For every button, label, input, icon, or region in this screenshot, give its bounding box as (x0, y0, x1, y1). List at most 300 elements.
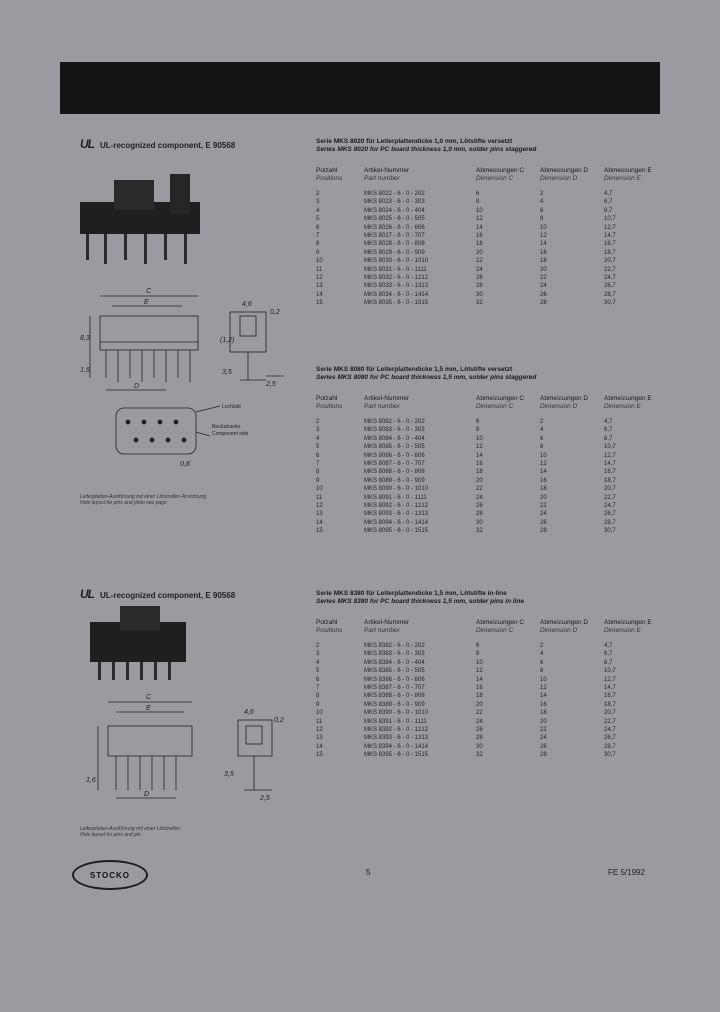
table-cell: 16 (476, 460, 483, 467)
dim-d: D (144, 791, 150, 798)
col-header: Abmessungen D (540, 395, 589, 402)
table-cell: 2 (540, 643, 544, 649)
table-cell: 12 (540, 232, 547, 239)
dim-d: D (134, 383, 140, 390)
col-header: Part number (364, 627, 400, 634)
table-cell: MKS 8395 - 6 - 0 - 1515 (364, 752, 429, 759)
table-cell: 10 (476, 207, 483, 214)
table-cell: 28 (540, 300, 547, 307)
table-cell: 18 (540, 710, 547, 717)
dim-1-6: 1,6 (80, 367, 90, 374)
table-row (316, 692, 666, 700)
table-cell: 9 (316, 477, 320, 484)
table-row (316, 751, 666, 759)
table-mks-8080 (316, 366, 666, 535)
col-header: Dimension E (604, 175, 641, 182)
table-cell: 28 (540, 528, 547, 535)
table-cell: 6 (476, 191, 480, 197)
ul-recognition-2 (80, 587, 235, 601)
col-header: Dimension D (540, 627, 578, 634)
col-header: Polzahl (316, 395, 338, 402)
table-cell: 2 (540, 419, 544, 425)
table-cell: 16 (540, 477, 547, 484)
table-cell: 8 (476, 427, 480, 434)
col-header: Dimension D (540, 175, 578, 182)
table-cell: 12 (476, 216, 483, 223)
table-cell: MKS 8394 - 6 - 0 - 1414 (364, 743, 429, 750)
table-cell: MKS 8023 - 6 - 0 - 303 (364, 199, 425, 206)
table-cell: 6 (476, 643, 480, 649)
table-cell: MKS 8383 - 6 - 0 - 303 (364, 651, 425, 658)
table-cell: 22,7 (604, 494, 616, 501)
table-cell: 6,7 (604, 651, 613, 658)
table-cell: 8,7 (604, 207, 613, 214)
col-header: Dimension C (476, 403, 514, 410)
table-row (316, 224, 666, 232)
table-row (316, 477, 666, 485)
table-cell: 10 (316, 486, 323, 493)
table-cell: 9 (316, 249, 320, 256)
table-cell: MKS 8026 - 6 - 0 - 606 (364, 224, 425, 231)
table-cell: 10 (476, 435, 483, 442)
table-cell: 20 (476, 701, 483, 708)
table-cell: 18 (476, 693, 483, 700)
table-cell: 14 (540, 241, 547, 248)
table-cell: MKS 8082 - 6 - 0 - 202 (364, 419, 425, 425)
table-cell: 11 (316, 718, 323, 725)
table-row (316, 701, 666, 709)
table-cell: 7 (316, 460, 320, 467)
table-cell: 4 (540, 427, 544, 434)
table-cell: 4 (316, 207, 320, 214)
table-title-en: Series MKS 8080 for PC board thickness 1,5 mm, solder pins staggered (316, 374, 537, 381)
table-cell: 12 (316, 274, 323, 281)
table-cell: 26 (540, 519, 547, 526)
logo-text: STOCKO (89, 870, 131, 880)
table-cell: MKS 8027 - 6 - 0 - 707 (364, 232, 425, 239)
table-cell: 4,7 (604, 643, 613, 649)
table-cell: 8 (316, 241, 320, 248)
table-cell: 26,7 (604, 283, 616, 290)
dim-3-5: 3,5 (222, 369, 232, 376)
table-title-de: Serie MKS 8080 für Leiterplattendicke 1,5 mm, Lötstifte versetzt (316, 366, 513, 373)
table-cell: 22 (476, 710, 483, 717)
table-row (316, 249, 666, 257)
table-cell: 12 (476, 444, 483, 451)
table-cell: MKS 8034 - 6 - 0 - 1414 (364, 291, 429, 298)
product-photo-8020 (74, 172, 214, 272)
label-component-side: Component side (212, 431, 249, 437)
table-row (316, 659, 666, 667)
table-cell: 14 (540, 693, 547, 700)
table-cell: 18 (540, 258, 547, 265)
table-cell: 16,7 (604, 469, 616, 476)
table-row (316, 494, 666, 502)
table-cell: 26,7 (604, 511, 616, 518)
table-cell: 16,7 (604, 693, 616, 700)
dim-c: C (146, 288, 152, 295)
table-cell: 3 (316, 427, 320, 434)
table-cell: 28 (476, 735, 483, 742)
table-cell: 20 (540, 718, 547, 725)
col-header: Positions (316, 627, 343, 634)
table-cell: 4,7 (604, 191, 613, 197)
table-row (316, 519, 666, 527)
table-body (316, 190, 666, 307)
col-header: Part number (364, 175, 400, 182)
table-row (316, 266, 666, 274)
header-banner (60, 62, 660, 114)
table-cell: MKS 8093 - 6 - 0 - 1313 (364, 511, 429, 518)
table-cell: MKS 8033 - 6 - 0 - 1313 (364, 283, 429, 290)
table-cell: 11 (316, 266, 323, 273)
col-header: Polzahl (316, 619, 338, 626)
table-cell: 4 (540, 651, 544, 658)
table-row (316, 452, 666, 460)
table-cell: 22,7 (604, 266, 616, 273)
table-header-en (316, 403, 666, 410)
table-cell: 28,7 (604, 519, 616, 526)
table-cell: 14 (476, 224, 483, 231)
table-cell: MKS 8386 - 6 - 0 - 606 (364, 676, 425, 683)
table-cell: 7 (316, 684, 320, 691)
note-line: Leiterplatten-Ausführung mit einer Lötstreifen-Anordnung (80, 494, 207, 500)
stocko-logo (72, 860, 148, 890)
table-cell: 14,7 (604, 460, 616, 467)
col-header: Abmessungen D (540, 167, 589, 174)
table-row (316, 676, 666, 684)
table-cell: 22,7 (604, 718, 616, 725)
table-cell: 26 (476, 726, 483, 733)
table-cell: MKS 8391 - 6 - 0 - 1111 (364, 718, 427, 725)
table-cell: 10 (476, 659, 483, 666)
table-cell: 9 (316, 701, 320, 708)
table-cell: 7 (316, 232, 320, 239)
col-header: Dimension D (540, 403, 578, 410)
table-row (316, 198, 666, 206)
table-row (316, 257, 666, 265)
table-cell: 18 (476, 469, 483, 476)
table-cell: 8 (476, 651, 480, 658)
col-header: Abmessungen C (476, 395, 525, 402)
table-title-de: Serie MKS 8380 für Leiterplattendicke 1,5 mm, Lötstifte in-line (316, 590, 507, 597)
table-cell: 13 (316, 283, 323, 290)
table-cell: 10,7 (604, 216, 616, 223)
table-cell: MKS 8084 - 6 - 0 - 404 (364, 435, 425, 442)
table-cell: 22 (476, 258, 483, 265)
table-cell: 16 (540, 701, 547, 708)
table-row (316, 282, 666, 290)
table-cell: MKS 8091 - 6 - 0 - 1111 (364, 494, 427, 501)
table-header-en (316, 175, 666, 182)
table-cell: 24,7 (604, 502, 616, 509)
table-cell: MKS 8382 - 6 - 0 - 202 (364, 643, 425, 649)
table-cell: 32 (476, 752, 483, 759)
table-cell: 26 (476, 502, 483, 509)
table-row (316, 684, 666, 692)
table-cell: 28 (540, 752, 547, 759)
table-cell: 24 (540, 511, 547, 518)
table-cell: 16,7 (604, 241, 616, 248)
table-cell: 6 (540, 659, 544, 666)
table-cell: 10 (540, 452, 547, 459)
table-cell: 2 (316, 419, 320, 425)
table-row (316, 743, 666, 751)
drawing-note-1 (80, 494, 206, 506)
table-cell: 18,7 (604, 249, 616, 256)
dim-2-5: 2,5 (260, 795, 270, 802)
table-cell: MKS 8028 - 6 - 0 - 808 (364, 241, 425, 248)
table-cell: 14 (316, 291, 323, 298)
table-title-de: Serie MKS 8020 für Leiterplattendicke 1,0 mm, Lötstifte versetzt (316, 138, 513, 145)
table-cell: 10 (316, 258, 323, 265)
table-cell: MKS 8392 - 6 - 0 - 1212 (364, 726, 429, 733)
table-cell: 8,7 (604, 659, 613, 666)
table-cell: 30,7 (604, 300, 616, 307)
table-row (316, 291, 666, 299)
col-header: Positions (316, 403, 343, 410)
table-cell: 28,7 (604, 291, 616, 298)
dim-e: E (146, 705, 151, 712)
table-cell: 22 (540, 274, 547, 281)
table-cell: 5 (316, 216, 320, 223)
table-cell: 4 (316, 659, 320, 666)
dim-1-6: 1,6 (86, 777, 96, 784)
table-cell: 3 (316, 199, 320, 206)
table-cell: MKS 8025 - 6 - 0 - 505 (364, 216, 425, 223)
table-row (316, 650, 666, 658)
table-cell: MKS 8385 - 6 - 0 - 505 (364, 668, 425, 675)
table-cell: 12 (316, 502, 323, 509)
table-cell: 24 (476, 266, 483, 273)
table-cell: 6,7 (604, 427, 613, 434)
table-cell: 10 (540, 224, 547, 231)
table-cell: 2 (540, 191, 544, 197)
drawing-note-2 (80, 826, 180, 838)
table-cell: 24,7 (604, 274, 616, 281)
table-cell: 8 (540, 668, 544, 675)
table-cell: 30,7 (604, 752, 616, 759)
table-title-en: Series MKS 8380 for PC board thickness 1,5 mm, solder pins in line (316, 598, 525, 605)
technical-drawing-8380 (80, 690, 300, 810)
table-cell: 10 (316, 710, 323, 717)
table-row (316, 207, 666, 215)
col-header: Positions (316, 175, 343, 182)
table-cell: 16 (476, 232, 483, 239)
table-body (316, 642, 666, 759)
table-cell: MKS 8087 - 6 - 0 - 707 (364, 460, 425, 467)
table-cell: MKS 8390 - 6 - 0 - 1010 (364, 710, 429, 717)
table-cell: 5 (316, 668, 320, 675)
label-lochbild: Lochbild (222, 404, 241, 410)
table-cell: 14 (476, 676, 483, 683)
table-cell: 14 (316, 519, 323, 526)
table-cell: MKS 8024 - 6 - 0 - 404 (364, 207, 425, 214)
table-cell: 18,7 (604, 701, 616, 708)
technical-drawing-8020 (70, 282, 300, 512)
table-cell: 20,7 (604, 710, 616, 717)
table-cell: 6 (316, 224, 320, 231)
table-cell: 6,7 (604, 199, 613, 206)
page-number: 5 (366, 868, 371, 877)
table-cell: 8,7 (604, 435, 613, 442)
table-header-de (316, 395, 666, 402)
table-row (316, 510, 666, 518)
table-cell: 14 (476, 452, 483, 459)
table-cell: 6 (316, 676, 320, 683)
table-cell: 13 (316, 511, 323, 518)
table-cell: 8 (540, 216, 544, 223)
table-cell: 14,7 (604, 684, 616, 691)
table-header-en (316, 627, 666, 634)
table-cell: 10 (540, 676, 547, 683)
dim-1-2: (1,2) (220, 337, 235, 344)
ul-recognition-1 (80, 137, 235, 151)
note-line: Hole layout for pins and pinto see page (80, 500, 167, 506)
table-cell: 24 (540, 283, 547, 290)
table-row (316, 215, 666, 223)
col-header: Dimension E (604, 403, 641, 410)
dim-3-5: 3,5 (224, 771, 234, 778)
table-cell: 22 (540, 726, 547, 733)
table-cell: 15 (316, 528, 323, 535)
table-cell: MKS 8032 - 6 - 0 - 1212 (364, 274, 429, 281)
table-cell: MKS 8029 - 6 - 0 - 909 (364, 249, 425, 256)
table-cell: 14 (540, 469, 547, 476)
table-cell: 26 (540, 743, 547, 750)
dim-4-6: 4,6 (242, 301, 252, 308)
table-cell: MKS 8388 - 6 - 0 - 808 (364, 693, 425, 700)
table-header-de (316, 167, 666, 174)
col-header: Abmessungen D (540, 619, 589, 626)
table-cell: 4 (540, 199, 544, 206)
table-cell: 3 (316, 651, 320, 658)
table-cell: 6 (316, 452, 320, 459)
table-cell: 12,7 (604, 452, 616, 459)
table-row (316, 299, 666, 307)
dim-c: C (146, 694, 152, 701)
col-header: Artikel-Nummer (364, 167, 410, 174)
col-header: Dimension C (476, 627, 514, 634)
table-cell: 8 (316, 469, 320, 476)
table-cell: 12 (316, 726, 323, 733)
table-cell: 13 (316, 735, 323, 742)
ul-logo-icon: UL (80, 587, 94, 601)
table-cell: 15 (316, 752, 323, 759)
table-cell: MKS 8387 - 6 - 0 - 707 (364, 684, 425, 691)
dim-0-8: 0,8 (180, 461, 190, 468)
col-header: Abmessungen E (604, 167, 652, 174)
table-cell: 18,7 (604, 477, 616, 484)
dim-0-2: 0,2 (270, 309, 280, 316)
table-row (316, 460, 666, 468)
table-cell: MKS 8384 - 6 - 0 - 404 (364, 659, 425, 666)
table-cell: 6 (476, 419, 480, 425)
table-cell: 30 (476, 519, 483, 526)
table-cell: 4 (316, 435, 320, 442)
note-line: Hole layout for pins and pin (80, 832, 141, 838)
table-row (316, 443, 666, 451)
col-header: Polzahl (316, 167, 338, 174)
table-row (316, 468, 666, 476)
table-cell: 6 (540, 435, 544, 442)
table-cell: 24 (476, 718, 483, 725)
dim-4-6: 4,6 (244, 709, 254, 716)
table-row (316, 426, 666, 434)
table-cell: 6 (540, 207, 544, 214)
table-cell: 20 (540, 494, 547, 501)
table-mks-8380 (316, 590, 666, 759)
col-header: Artikel-Nummer (364, 619, 410, 626)
table-header-de (316, 619, 666, 626)
table-row (316, 274, 666, 282)
table-row (316, 709, 666, 717)
table-cell: 30,7 (604, 528, 616, 535)
table-row (316, 642, 666, 650)
ul-logo-icon: UL (80, 137, 94, 151)
label-bestueckseite: Bestückseite (212, 424, 241, 430)
table-cell: 18 (476, 241, 483, 248)
table-row (316, 667, 666, 675)
table-cell: MKS 8393 - 6 - 0 - 1313 (364, 735, 429, 742)
table-cell: 28 (476, 283, 483, 290)
table-cell: 16 (476, 684, 483, 691)
table-title-en: Series MKS 8020 for PC board thickness 1,0 mm, solder pins staggered (316, 146, 537, 153)
table-cell: 24,7 (604, 726, 616, 733)
table-cell: 30 (476, 291, 483, 298)
table-cell: MKS 8085 - 6 - 0 - 505 (364, 444, 425, 451)
table-cell: 12,7 (604, 224, 616, 231)
table-cell: 20 (476, 477, 483, 484)
table-cell: 22 (540, 502, 547, 509)
table-cell: MKS 8035 - 6 - 0 - 1515 (364, 300, 429, 307)
table-body (316, 418, 666, 535)
table-cell: MKS 8389 - 6 - 0 - 909 (364, 701, 425, 708)
dim-e: E (144, 299, 149, 306)
table-cell: 28 (476, 511, 483, 518)
table-cell: MKS 8083 - 6 - 0 - 303 (364, 427, 425, 434)
table-cell: 2 (316, 643, 320, 649)
table-cell: 26 (476, 274, 483, 281)
col-header: Abmessungen E (604, 395, 652, 402)
table-cell: 10,7 (604, 444, 616, 451)
dim-8-3: 8,3 (80, 335, 90, 342)
col-header: Abmessungen C (476, 619, 525, 626)
table-cell: 8 (476, 199, 480, 206)
table-cell: MKS 8086 - 6 - 0 - 606 (364, 452, 425, 459)
table-cell: 26 (540, 291, 547, 298)
col-header: Part number (364, 403, 400, 410)
table-mks-8020 (316, 138, 666, 307)
table-cell: 14,7 (604, 232, 616, 239)
table-cell: 12,7 (604, 676, 616, 683)
table-cell: 20,7 (604, 258, 616, 265)
table-cell: 20,7 (604, 486, 616, 493)
table-cell: MKS 8031 - 6 - 0 - 1111 (364, 266, 427, 273)
note-line: Leiterplatten-Ausführung mit einer Lötstreifen (80, 826, 181, 832)
table-cell: 12 (540, 684, 547, 691)
table-cell: 5 (316, 444, 320, 451)
table-cell: MKS 8094 - 6 - 0 - 1414 (364, 519, 429, 526)
table-row (316, 190, 666, 198)
catalog-code: FE 5/1992 (608, 868, 645, 877)
table-cell: MKS 8090 - 6 - 0 - 1010 (364, 486, 429, 493)
table-row (316, 726, 666, 734)
table-cell: 15 (316, 300, 323, 307)
dim-0-2: 0,2 (274, 717, 284, 724)
table-cell: 32 (476, 300, 483, 307)
table-row (316, 718, 666, 726)
